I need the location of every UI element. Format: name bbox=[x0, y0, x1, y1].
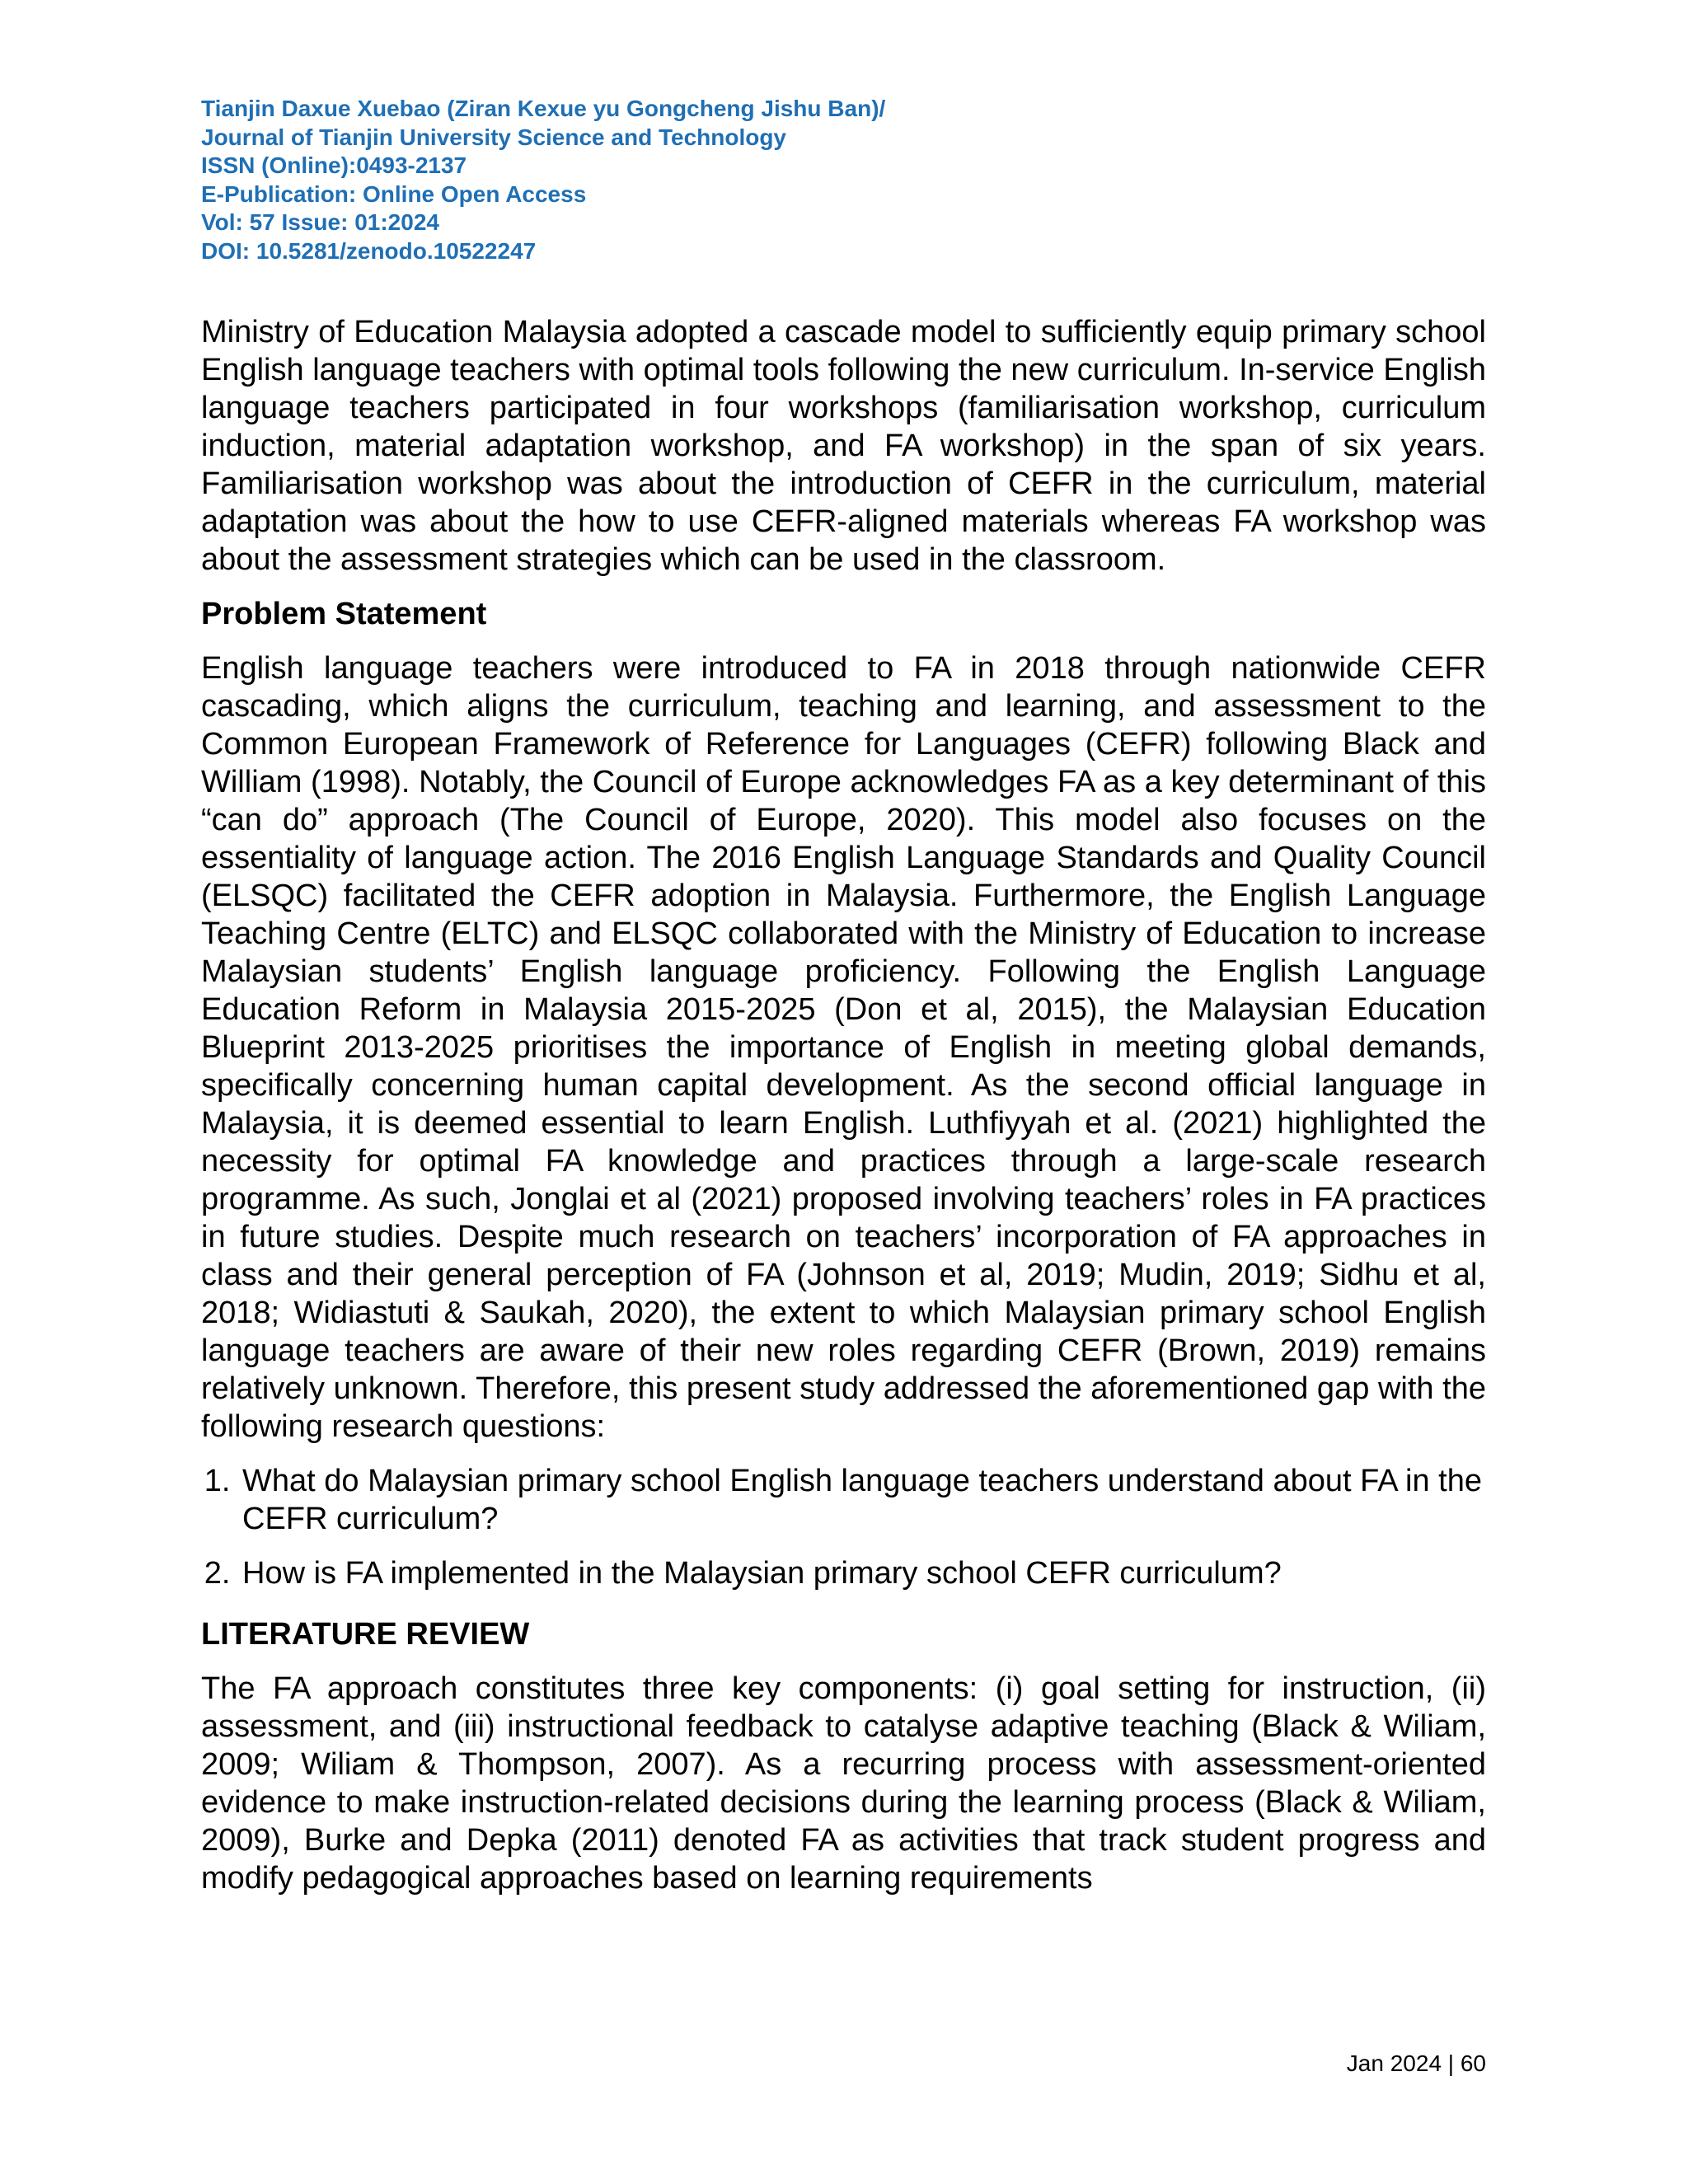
research-questions-list bbox=[201, 1462, 1486, 1592]
journal-title-line: Tianjin Daxue Xuebao (Ziran Kexue yu Gongcheng Jishu Ban)/ bbox=[201, 96, 886, 121]
body-paragraph-literature-review: The FA approach constitutes three key components: (i) goal setting for instruction, (ii) assessment, and (iii) instructional feedback to catalyse adaptive teaching (Black & Wiliam, 2009; Wiliam & Thompson, 2007). As a recurring process with assessment-oriented evidence to make instruction-related decisions during the learning process (Black & Wiliam, 2009), Burke and Depka (2011) denoted FA as activities that track student progress and modify pedagogical approaches based on learning requirements bbox=[201, 1671, 1486, 1896]
article-body bbox=[201, 313, 1486, 1897]
body-paragraph-problem-statement: English language teachers were introduced to FA in 2018 through nationwide CEFR cascading, which aligns the curriculum, teaching and learning, and assessment to the Common European Framework of Reference for Languages (CEFR) following Black and William (1998). Notably, the Council of Europe acknowledges FA as a key determinant of this “can do” approach (The Council of Europe, 2020). This model also focuses on the essentiality of language action. The 2016 English Language Standards and Quality Council (ELSQC) facilitated the CEFR adoption in Malaysia. Furthermore, the English Language Teaching Centre (ELTC) and ELSQC collaborated with the Ministry of Education to increase Malaysian students’ English language proficiency. Following the English Language Education Reform in Malaysia 2015-2025 (Don et al, 2015), the Malaysian Education Blueprint 2013-2025 prioritises the importance of English in meeting global demands, specifically concerning human capital development. As the second official language in Malaysia, it is deemed essential to learn English. Luthfiyyah et al. (2021) highlighted the necessity for optimal FA knowledge and practices through a large-scale research programme. As such, Jonglai et al (2021) proposed involving teachers’ roles in FA practices in future studies. Despite much research on teachers’ incorporation of FA approaches in class and their general perception of FA (Johnson et al, 2019; Mudin, 2019; Sidhu et al, 2018; Widiastuti & Saukah, 2020), the extent to which Malaysian primary school English language teachers are aware of their new roles regarding CEFR (Brown, 2019) remains relatively unknown. Therefore, this present study addressed the aforementioned gap with the following research questions: bbox=[201, 651, 1486, 1444]
journal-publication-type: E-Publication: Online Open Access bbox=[201, 180, 587, 207]
journal-volume-issue: Vol: 57 Issue: 01:2024 bbox=[201, 209, 439, 235]
research-question-1: 1. What do Malaysian primary school English language teachers understand about FA in the CEFR curriculum? bbox=[239, 1462, 1486, 1538]
journal-header bbox=[201, 95, 1025, 265]
journal-issn: ISSN (Online):0493-2137 bbox=[201, 152, 467, 178]
journal-doi: DOI: 10.5281/zenodo.10522247 bbox=[201, 237, 537, 264]
research-question-2: 2. How is FA implemented in the Malaysian primary school CEFR curriculum? bbox=[239, 1554, 1486, 1592]
page-footer: Jan 2024 | 60 bbox=[1346, 2050, 1486, 2076]
literature-review-heading: LITERATURE REVIEW bbox=[201, 1617, 530, 1652]
body-paragraph-cascade-model: Ministry of Education Malaysia adopted a cascade model to sufficiently equip primary school English language teachers with optimal tools following the new curriculum. In-service English language teachers participated in four workshops (familiarisation workshop, curriculum induction, material adaptation workshop, and FA workshop) in the span of six years. Familiarisation workshop was about the introduction of CEFR in the curriculum, material adaptation was about the how to use CEFR-aligned materials whereas FA workshop was about the assessment strategies which can be used in the classroom. bbox=[201, 315, 1486, 577]
problem-statement-heading: Problem Statement bbox=[201, 597, 487, 631]
journal-english-title: Journal of Tianjin University Science and Technology bbox=[201, 124, 787, 150]
